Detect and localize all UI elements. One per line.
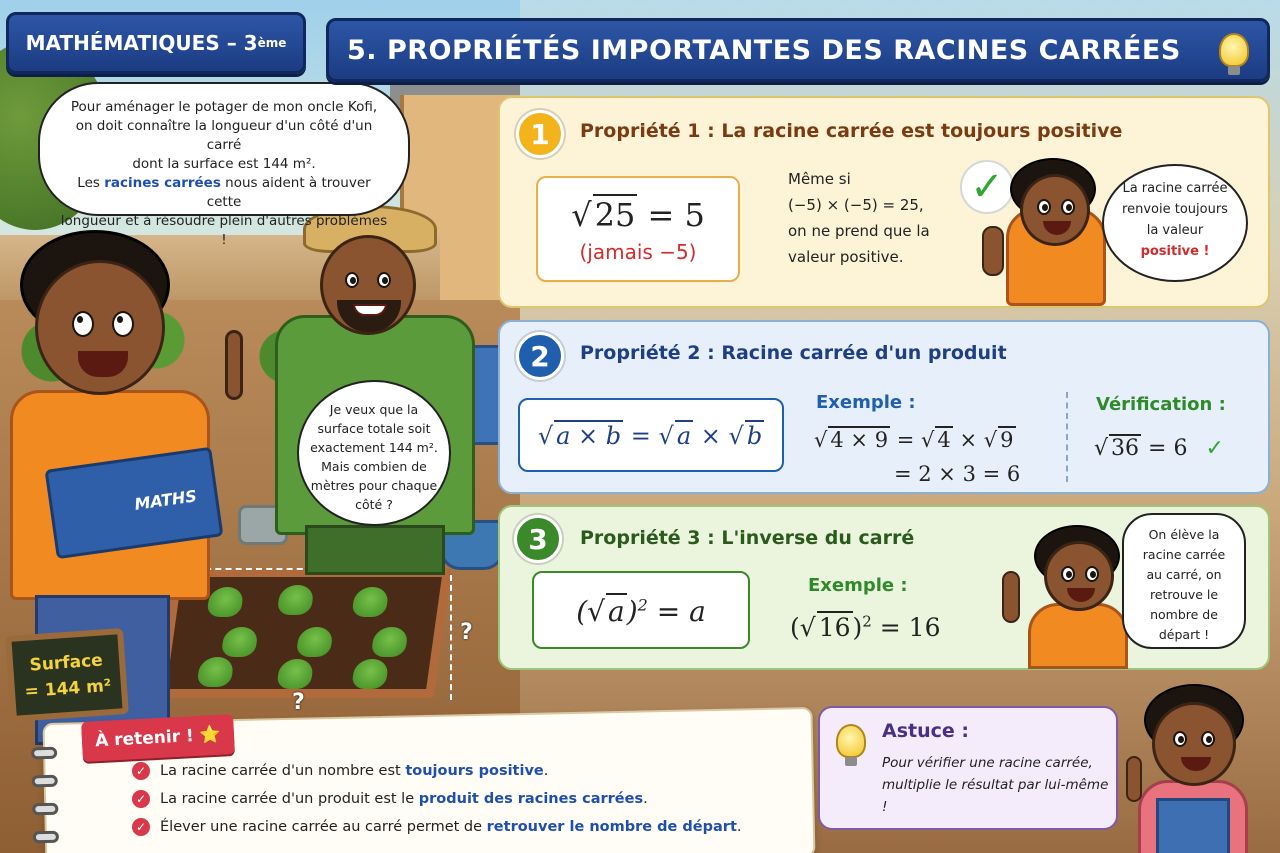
- example-eq: =: [890, 428, 922, 452]
- property-2-example-line-2: = 2 × 3 = 6: [894, 462, 1021, 486]
- surface-sign: [5, 628, 129, 722]
- thought-highlight: positive !: [1140, 244, 1210, 259]
- sqrt-symbol: √: [799, 613, 816, 642]
- uncle-line: surface totale soit: [317, 421, 431, 436]
- uncle-line: Mais combien de: [321, 459, 427, 474]
- property-2-title: Propriété 2 : Racine carrée d'un produit: [580, 342, 1007, 364]
- title-banner: [326, 18, 1270, 82]
- check-bullet-icon: ✓: [132, 762, 150, 780]
- bubble-line: départ !: [1158, 627, 1210, 642]
- subject-label: MATHÉMATIQUES – 3: [25, 31, 258, 55]
- eye: [72, 311, 94, 337]
- eye: [1061, 199, 1075, 215]
- item-post: .: [543, 763, 549, 779]
- sqrt-symbol: √: [983, 428, 998, 452]
- formula-r2: b: [746, 422, 763, 450]
- eye: [345, 272, 359, 288]
- check-bullet-icon: ✓: [132, 818, 150, 836]
- question-mark-bottom: ?: [292, 690, 305, 715]
- retenir-item-text: [160, 763, 548, 779]
- property-2-card: [498, 320, 1270, 494]
- property-2-verification: [1094, 434, 1224, 461]
- retenir-item-text: [160, 819, 741, 835]
- lightbulb-icon: [836, 724, 866, 758]
- example-rad: 16: [818, 613, 851, 642]
- property-1-card: [498, 96, 1270, 308]
- sign-line-2: = 144 m²: [24, 675, 112, 702]
- dimension-line-right: [450, 575, 452, 700]
- checkmark-icon: ✓: [1205, 436, 1224, 461]
- intro-line-4-pre: Les: [77, 175, 105, 191]
- subject-banner: [6, 12, 306, 74]
- property-1-note: (jamais −5): [579, 240, 697, 264]
- example-result: = 16: [871, 613, 941, 642]
- property-2-number: 2: [516, 332, 564, 380]
- smile: [1067, 588, 1095, 602]
- intro-line-2: on doit connaître la longueur d'un côté d'un carré: [75, 118, 373, 153]
- spiral-ring: [31, 747, 57, 760]
- example-r1: 4: [937, 428, 951, 452]
- sqrt-symbol: √: [814, 428, 828, 452]
- eye: [1037, 199, 1051, 215]
- item-post: .: [736, 819, 742, 835]
- item-pre: La racine carrée d'un produit est le: [160, 791, 419, 807]
- property-3-example-label: Exemple :: [808, 575, 908, 596]
- property-3-number: 3: [514, 515, 562, 563]
- formula-exp: 2: [637, 595, 648, 615]
- uncle-line: Je veux que la: [329, 402, 419, 417]
- property-2-formula-box: [518, 398, 784, 472]
- formula-result: = a: [647, 594, 706, 628]
- example-r2: 9: [1000, 428, 1014, 452]
- question-mark-side: ?: [460, 620, 473, 645]
- bubble-line: On élève la: [1148, 527, 1220, 542]
- sqrt-symbol: √: [658, 422, 674, 450]
- example-times: ×: [952, 428, 984, 452]
- verif-result: = 6: [1141, 436, 1188, 461]
- item-highlight: retrouver le nombre de départ: [486, 819, 737, 835]
- item-post: .: [643, 791, 648, 807]
- intro-speech-bubble: [38, 82, 410, 248]
- formula-times: ×: [693, 422, 729, 450]
- uncle-line: exactement 144 m².: [310, 440, 438, 455]
- property-2-verification-label: Vérification :: [1096, 394, 1226, 415]
- bubble-line: retrouve le: [1149, 587, 1219, 602]
- eye: [1201, 731, 1215, 747]
- uncle-line: côté ?: [355, 497, 393, 512]
- eye: [1173, 731, 1187, 747]
- formula-eq: =: [623, 422, 659, 450]
- astuce-box: [818, 706, 1118, 830]
- thumbs-up-icon: [982, 226, 1004, 276]
- property-2-example-label: Exemple :: [816, 392, 916, 413]
- bubble-line: nombre de: [1150, 607, 1218, 622]
- explain-line: Même si: [788, 170, 851, 188]
- intro-line-3: dont la surface est 144 m².: [132, 156, 316, 172]
- sqrt-symbol: √: [728, 422, 744, 450]
- example-rad: 4 × 9: [830, 428, 889, 452]
- property-2-formula: [538, 420, 764, 450]
- eye: [1061, 566, 1075, 582]
- property-3-title: Propriété 3 : L'inverse du carré: [580, 527, 915, 549]
- explain-line: valeur positive.: [788, 248, 904, 266]
- sqrt-symbol: √: [587, 594, 605, 628]
- astuce-text: [882, 752, 1116, 818]
- thought-line: renvoie toujours: [1122, 202, 1228, 217]
- page-title: 5. PROPRIÉTÉS IMPORTANTES DES RACINES CARRÉES: [347, 34, 1181, 66]
- sqrt-symbol: √: [1094, 436, 1109, 461]
- thought-line: La racine carrée: [1122, 181, 1228, 196]
- property-3-card: [498, 505, 1270, 670]
- trousers: [305, 525, 445, 575]
- overalls: [1156, 798, 1230, 853]
- astuce-title: Astuce :: [882, 720, 969, 742]
- pointing-finger: [1126, 756, 1142, 802]
- seedling-icon: [351, 587, 389, 617]
- formula-left: a × b: [556, 422, 622, 450]
- item-pre: Élever une racine carrée au carré permet de: [160, 819, 487, 835]
- girl-head: [1152, 702, 1236, 786]
- eye: [112, 311, 134, 337]
- kid-head: [1044, 541, 1114, 611]
- seedling-icon: [277, 585, 315, 615]
- open-smile: [78, 351, 128, 377]
- boy-head: [35, 260, 165, 395]
- property-1-radicand: 25: [594, 196, 636, 234]
- spiral-ring: [33, 831, 59, 844]
- astuce-line: multiplie le résultat par lui-même !: [882, 777, 1109, 815]
- bubble-line: au carré, on: [1146, 567, 1222, 582]
- item-highlight: toujours positive: [405, 763, 544, 779]
- divider: [1066, 392, 1068, 482]
- property-1-title: Propriété 1 : La racine carrée est toujours positive: [580, 120, 1123, 142]
- uncle-line: mètres pour chaque: [310, 478, 438, 493]
- uncle-speech-bubble: [297, 380, 451, 526]
- property-3-speech-bubble: [1122, 513, 1246, 649]
- item-pre: La racine carrée d'un nombre est: [160, 763, 406, 779]
- property-3-example: (√ 16)$^2$ = 16: [790, 612, 941, 642]
- seedling-icon: [371, 627, 409, 657]
- property-1-explanation: [788, 166, 930, 270]
- formula-rad: a: [607, 594, 625, 628]
- item-highlight: produit des racines carrées: [418, 791, 644, 807]
- book-label: MATHS: [133, 486, 198, 514]
- property-1-formula-box: [536, 176, 740, 282]
- pointing-finger: [225, 330, 243, 400]
- bubble-line: racine carrée: [1142, 547, 1226, 562]
- eye: [377, 272, 391, 288]
- kid-shirt: [1028, 603, 1128, 669]
- girl-character: [1120, 680, 1270, 853]
- uncle-head: [320, 235, 416, 335]
- spiral-ring: [32, 775, 58, 788]
- verif-rad: 36: [1111, 436, 1140, 461]
- sign-line-1: Surface: [28, 650, 104, 676]
- eye: [1085, 566, 1099, 582]
- smile: [1181, 757, 1211, 771]
- property-2-example-line-1: [814, 426, 1016, 452]
- intro-highlight: racines carrées: [104, 175, 221, 191]
- retenir-item: [132, 762, 548, 780]
- checkmark-icon: ✓: [960, 160, 1014, 214]
- seedling-icon: [351, 659, 389, 689]
- intro-line-4: [58, 174, 390, 212]
- property-3-formula-box: [532, 571, 750, 649]
- seedling-icon: [296, 627, 334, 657]
- intro-line-5: longueur et à résoudre plein d'autres problèmes !: [60, 213, 388, 248]
- property-3-formula: (√ a)$^2$ = a: [576, 594, 706, 628]
- smile: [1043, 221, 1071, 235]
- pointing-finger: [1002, 571, 1020, 623]
- property-1-number: 1: [516, 110, 564, 158]
- subject-sup: ème: [257, 36, 287, 50]
- retenir-item: [132, 818, 741, 836]
- intro-line-4-post: nous aident à trouver cette: [206, 175, 371, 210]
- astuce-line: Pour vérifier une racine carrée,: [882, 755, 1093, 771]
- spiral-ring: [32, 803, 58, 816]
- retenir-item-text: [160, 791, 648, 807]
- thought-line: la valeur: [1146, 223, 1204, 238]
- retenir-label: À retenir ! ⭐: [81, 714, 235, 762]
- seedling-icon: [276, 659, 314, 689]
- sqrt-symbol: √: [571, 196, 592, 234]
- property-1-thought-bubble: [1102, 164, 1248, 282]
- property-1-result: = 5: [637, 196, 705, 234]
- formula-r1: a: [676, 422, 692, 450]
- explain-line: (−5) × (−5) = 25,: [788, 196, 924, 214]
- explain-line: on ne prend que la: [788, 222, 930, 240]
- kid-head: [1020, 174, 1090, 246]
- check-bullet-icon: ✓: [132, 790, 150, 808]
- sqrt-symbol: √: [537, 422, 554, 450]
- intro-line-1: Pour aménager le potager de mon oncle Kofi,: [70, 99, 378, 115]
- example-exp: 2: [862, 612, 872, 631]
- retenir-item: [132, 790, 648, 808]
- lightbulb-icon: [1219, 33, 1249, 67]
- sqrt-symbol: √: [921, 428, 935, 452]
- property-1-formula: [571, 194, 705, 234]
